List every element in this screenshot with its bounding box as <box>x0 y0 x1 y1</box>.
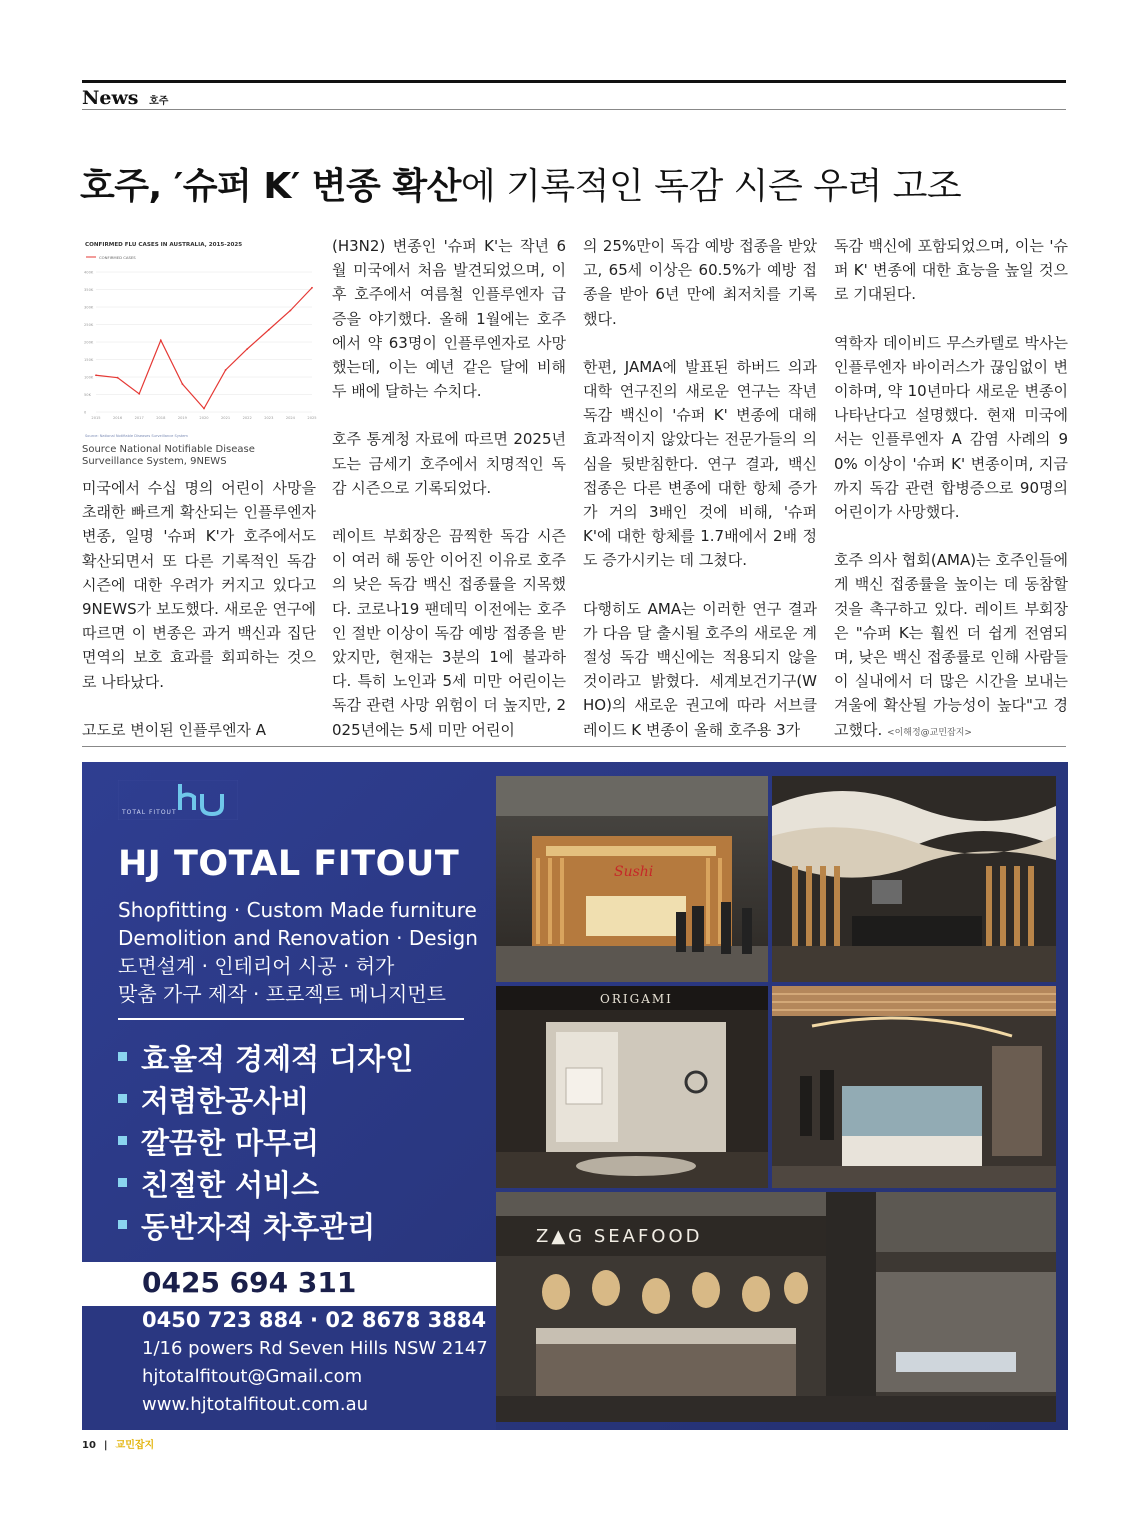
chart-caption: Source National Notifiable Disease Surveillance System, 9NEWS <box>82 444 255 467</box>
y-tick-label: 350K <box>84 287 94 292</box>
features-list <box>118 1038 413 1248</box>
paragraph: 한편, JAMA에 발표된 하버드 의과대학 연구진의 새로운 연구는 작년 독감 백신이 '슈퍼 K' 변종에 대해 효과적이지 않았다는 전문가들의 의심을 뒷받침한다. 연구 결과, 백신 접종은 다른 변종에 대한 항체 증가가 거의 3배인 것에 비해, '슈퍼 K'에 대한 항체를 1.7배에서 2배 정도 증가시키는 데 그쳤다. <box>583 357 817 570</box>
feature-item <box>118 1038 413 1080</box>
chart-grid <box>96 272 312 412</box>
advertisement <box>82 762 1068 1430</box>
paragraph: 호주 통계청 자료에 따르면 2025년도는 금세기 호주에서 치명적인 독감 시즌으로 기록되었다. <box>332 430 566 497</box>
service-line: Shopfitting · Custom Made furniture <box>118 898 477 922</box>
paragraph: 의 25%만이 독감 예방 접종을 받았고, 65세 이상은 60.5%가 예방 접종을 받아 6년 만에 최저치를 기록했다. <box>583 237 817 328</box>
bullet-icon <box>118 1178 127 1187</box>
paragraph <box>834 548 1068 745</box>
feature-text: 깔끔한 마무리 <box>141 1126 320 1160</box>
chart-point <box>138 393 140 395</box>
page-footer: 10 | 교민잡지 <box>82 1440 155 1451</box>
paragraph: 레이트 부회장은 끔찍한 독감 시즌이 여러 해 동안 이어진 이유로 호주의 낮은 독감 백신 접종률을 지목했다. 코로나19 팬데믹 이전에는 호주인 절반 이상이 독감 예방 접종을 받았지만, 현재는 3분의 1에 불과하다. 특히 노인과 5세 미만 어린이는 독감 관련 사망 위험이 더 높지만, 2025년에는 5세 미만 어린이 <box>332 527 566 739</box>
shop-photo-2 <box>772 776 1056 982</box>
y-tick-label: 300K <box>84 305 94 310</box>
y-tick-label: 100K <box>84 375 94 380</box>
x-tick-label: 2025 <box>307 416 317 420</box>
chart-y-ticks <box>84 270 94 414</box>
address: 1/16 powers Rd Seven Hills NSW 2147 <box>142 1338 488 1359</box>
shop-photo-seafood <box>496 1192 1056 1422</box>
chart-point <box>95 374 97 376</box>
x-tick-label: 2022 <box>242 416 252 420</box>
service-line: 맞춤 가구 제작 · 프로젝트 메니지먼트 <box>118 982 446 1006</box>
feature-text: 저렴한공사비 <box>141 1084 310 1118</box>
section-sub: 호주 <box>149 96 169 107</box>
section-label <box>82 87 168 109</box>
feature-item <box>118 1206 413 1248</box>
brand-name: HJ TOTAL FITOUT <box>118 844 460 884</box>
hj-logo <box>118 780 238 820</box>
chart-x-ticks <box>91 416 316 420</box>
article-column-3 <box>583 234 817 766</box>
headline-bold: 호주, ′슈퍼 K′ 변종 확산 <box>80 166 461 207</box>
x-tick-label: 2019 <box>177 416 187 420</box>
article-column-4 <box>834 234 1068 769</box>
y-tick-label: 50K <box>84 392 91 397</box>
paragraph: 미국에서 수십 명의 어린이 사망을 초래한 빠르게 확산되는 인플루엔자 변종, 일명 '슈퍼 K'가 호주에서도 확산되면서 또 다른 기록적인 독감 시즌에 대한 우려가 커지고 있다고 9NEWS가 보도했다. 새로운 연구에 따르면 이 변종은 과거 백신과 집단 면역의 보호 효과를 회피하는 것으로 나타났다. <box>82 479 316 691</box>
ad-divider <box>118 1018 464 1020</box>
chart-point <box>246 348 248 350</box>
feature-item <box>118 1164 413 1206</box>
service-line: Demolition and Renovation · Design <box>118 926 478 950</box>
origami-sign: ORIGAMI <box>600 992 673 1006</box>
chart-point <box>268 329 270 331</box>
article-column-2 <box>332 234 566 766</box>
chart-point <box>117 377 119 379</box>
x-tick-label: 2016 <box>113 416 123 420</box>
x-tick-label: 2020 <box>199 416 209 420</box>
flu-cases-chart <box>82 236 318 442</box>
svg-text:Sushi: Sushi <box>614 864 654 880</box>
section-name: News <box>82 87 139 109</box>
feature-item <box>118 1080 413 1122</box>
shop-photo-1 <box>496 776 768 982</box>
shop-photo-origami <box>496 986 768 1188</box>
chart-point <box>182 383 184 385</box>
bullet-icon <box>118 1094 127 1103</box>
chart-point <box>225 369 227 371</box>
byline: <이해정@교민잡지> <box>887 727 972 738</box>
chart-point <box>290 310 292 312</box>
y-tick-label: 150K <box>84 357 94 362</box>
y-tick-label: 400K <box>84 270 94 275</box>
feature-text: 동반자적 차후관리 <box>141 1210 376 1244</box>
paragraph-text: 호주 의사 협회(AMA)는 호주인들에게 백신 접종률을 높이는 데 동참할 것을 촉구하고 있다. 레이트 부회장은 "슈퍼 K는 훨씬 더 쉽게 전염되며, 낮은 백신 접종률로 인해 사람들이 실내에서 더 많은 시간을 보내는 겨울에 확산될 가능성이 높다"고 경고했다. <box>834 551 1068 739</box>
contact-block <box>82 1262 496 1430</box>
phone-main[interactable]: 0425 694 311 <box>142 1266 357 1299</box>
logo-text: TOTAL FITOUT <box>122 809 177 816</box>
x-tick-label: 2021 <box>221 416 231 420</box>
service-line: 도면설계 · 인테리어 시공 · 허가 <box>118 954 395 978</box>
headline <box>80 158 1070 209</box>
chart-legend: CONFIRMED CASES <box>99 255 136 260</box>
paragraph: (H3N2) 변종인 '슈퍼 K'는 작년 6월 미국에서 처음 발견되었으며, 이후 호주에서 여름철 인플루엔자 급증을 야기했다. 올해 1월에는 호주에서 약 63명이 인플루엔자로 사망했는데, 이는 예년 같은 달에 비해 두 배에 달하는 수치다. <box>332 237 566 401</box>
paragraph: 독감 백신에 포함되었으며, 이는 '슈퍼 K' 변종에 대한 효능을 높일 것으로 기대된다. <box>834 237 1068 304</box>
x-tick-label: 2024 <box>285 416 295 420</box>
bullet-icon <box>118 1220 127 1229</box>
article-column-1 <box>82 476 316 766</box>
page-number: 10 <box>82 1440 96 1451</box>
website-link[interactable]: www.hjtotalfitout.com.au <box>142 1394 369 1415</box>
services-list <box>118 896 478 1008</box>
y-tick-label: 250K <box>84 322 94 327</box>
chart-series-line <box>96 288 312 409</box>
x-tick-label: 2023 <box>264 416 274 420</box>
email-link[interactable]: hjtotalfitout@Gmail.com <box>142 1366 363 1387</box>
chart-points <box>95 287 313 410</box>
headline-rest: 에 기록적인 독감 시즌 우려 고조 <box>460 166 962 207</box>
phone-other[interactable]: 0450 723 884 · 02 8678 3884 <box>142 1308 487 1332</box>
chart-source: Source: National Notifiable Diseases Surveillance System <box>85 434 188 438</box>
chart-title: CONFIRMED FLU CASES IN AUSTRALIA, 2015-2025 <box>85 242 243 248</box>
seafood-sign: Z▲G SEAFOOD <box>536 1226 703 1247</box>
feature-text: 친절한 서비스 <box>141 1168 320 1202</box>
chart-point <box>311 287 313 289</box>
x-tick-label: 2015 <box>91 416 101 420</box>
chart-point <box>160 339 162 341</box>
paragraph: 다행히도 AMA는 이러한 연구 결과가 다음 달 출시될 호주의 새로운 계절성 독감 백신에는 적용되지 않을 것이라고 밝혔다. 세계보건기구(WHO)의 새로운 권고에 따라 서브클레이드 K 변종이 올해 호주용 3가 <box>583 599 817 739</box>
shop-photo-4 <box>772 986 1056 1188</box>
y-tick-label: 0 <box>84 410 87 415</box>
chart-point <box>203 408 205 410</box>
paragraph: 고도로 변이된 인플루엔자 A <box>82 720 266 739</box>
top-rule <box>82 80 1066 83</box>
feature-text: 효율적 경제적 디자인 <box>141 1042 414 1076</box>
bullet-icon <box>118 1136 127 1145</box>
header-rule <box>82 109 1066 110</box>
feature-item <box>118 1122 413 1164</box>
paragraph: 역학자 데이비드 무스카텔로 박사는 인플루엔자 바이러스가 끊임없이 변이하며, 약 10년마다 새로운 변종이 나타난다고 설명했다. 현재 미국에서는 인플루엔자 A 감염 사례의 90% 이상이 '슈퍼 K' 변종이며, 지금까지 독감 관련 합병증으로 90명의 어린이가 사망했다. <box>834 333 1068 522</box>
y-tick-label: 200K <box>84 340 94 345</box>
x-tick-label: 2017 <box>134 416 144 420</box>
x-tick-label: 2018 <box>156 416 166 420</box>
article-bottom-rule <box>82 746 1066 747</box>
bullet-icon <box>118 1052 127 1061</box>
magazine-name: 교민잡지 <box>115 1440 155 1451</box>
